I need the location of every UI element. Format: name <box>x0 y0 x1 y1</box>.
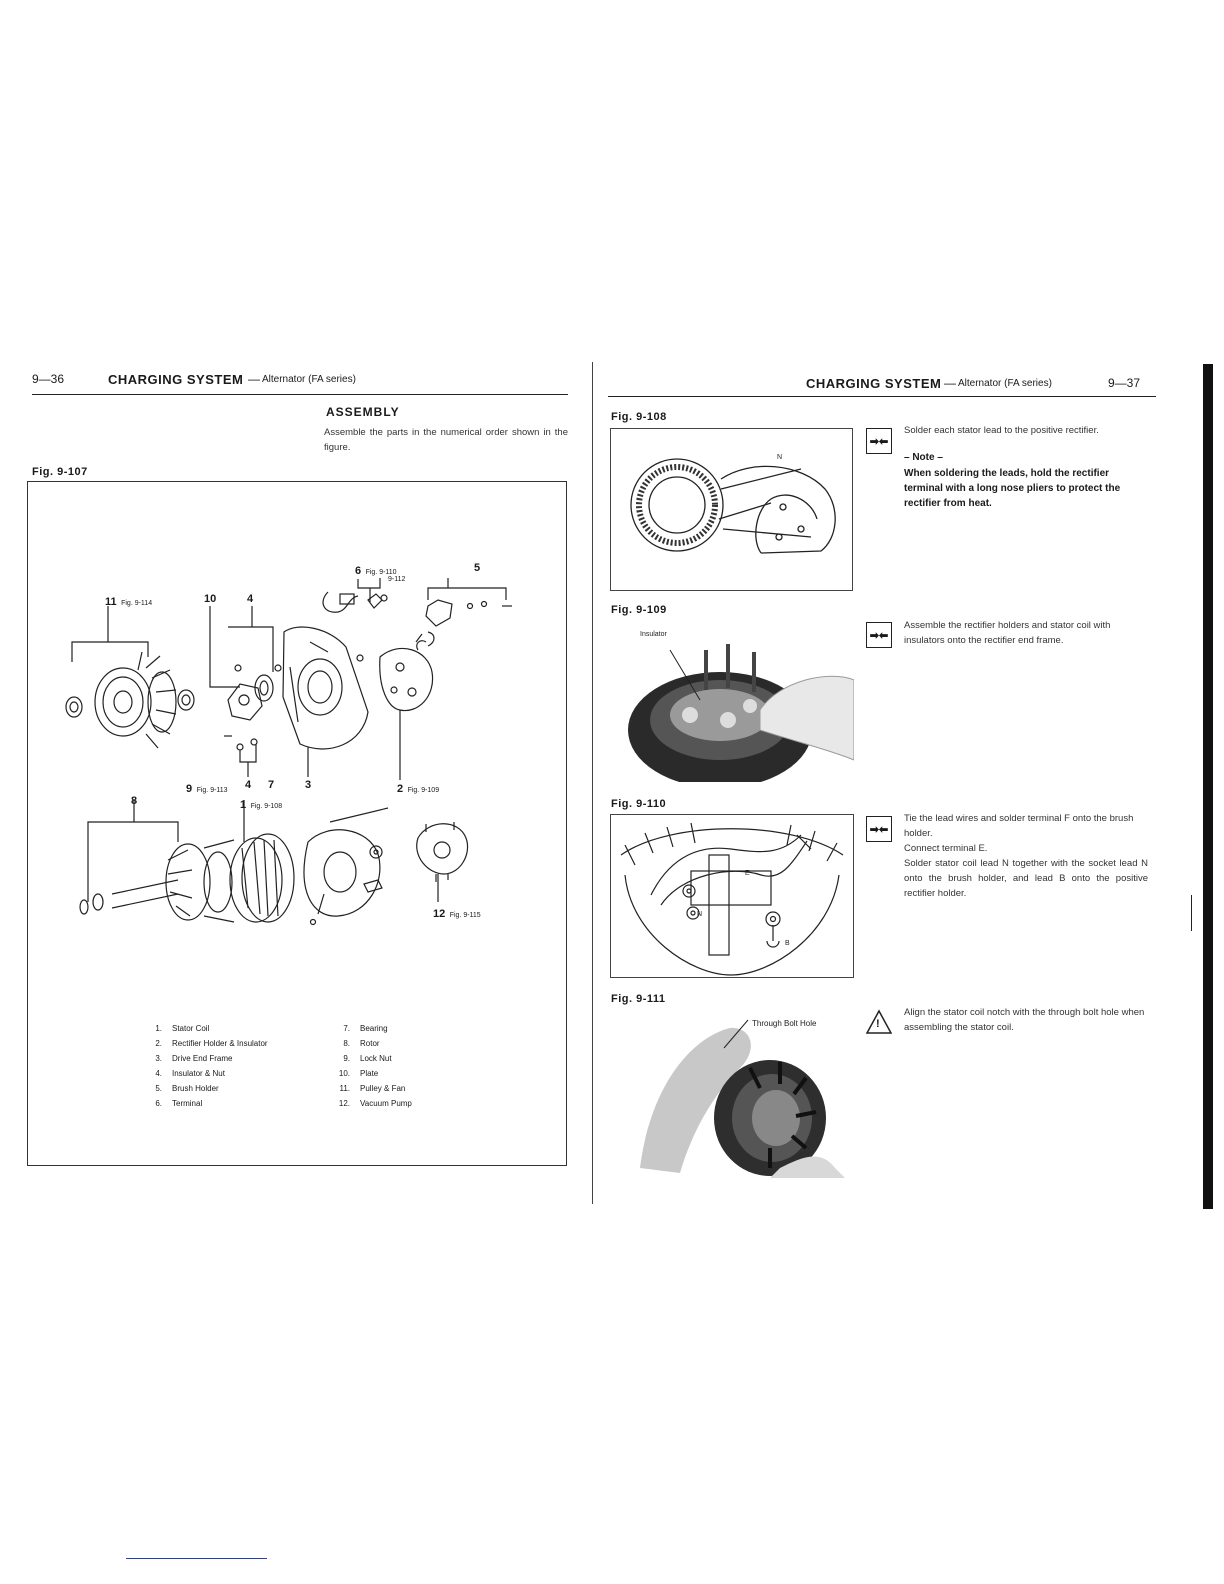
step-108-note-title: – Note – <box>904 452 943 463</box>
page-gutter-line <box>592 362 593 1204</box>
step-110-text <box>904 811 1148 901</box>
callout-2: 2 Fig. 9-109 <box>397 783 440 795</box>
legend-item: 10. Plate <box>338 1069 379 1078</box>
fig-9-109-label: Fig. 9-109 <box>611 604 667 616</box>
step-110-line: Connect terminal E. <box>904 843 988 854</box>
step-108-text: Solder each stator lead to the positive rectifier. <box>904 425 1099 436</box>
step-109-text: Assemble the rectifier holders and stator coil with insulators onto the rectifier end frame. <box>904 620 1111 646</box>
right-page-header <box>608 376 1156 397</box>
right-page-number: 9—37 <box>1108 376 1141 390</box>
right-edge-bar <box>1203 364 1213 1209</box>
step-110-line: Tie the lead wires and solder terminal F onto the brush holder. <box>904 813 1134 839</box>
step-111-text: Align the stator coil notch with the through bolt hole when assembling the stator coil. <box>904 1007 1145 1033</box>
legend-item: 8. Rotor <box>343 1039 380 1048</box>
legend-item: 2. Rectifier Holder & Insulator <box>155 1039 268 1048</box>
callout-4-bottom: 4 <box>245 779 252 791</box>
callout-12: 12 Fig. 9-115 <box>433 908 481 920</box>
fig-9-109-photo <box>610 620 854 782</box>
callout-6: 6 Fig. 9-110 <box>355 565 397 577</box>
assembly-heading: ASSEMBLY <box>326 405 400 419</box>
left-header-title: CHARGING SYSTEM <box>108 372 244 387</box>
fig-9-108-label: Fig. 9-108 <box>611 411 667 423</box>
callout-7: 7 <box>268 779 275 791</box>
fig-9-110-label: Fig. 9-110 <box>611 798 667 810</box>
callout-11: 11 Fig. 9-114 <box>105 596 153 608</box>
scan-mark <box>1191 895 1192 931</box>
left-page-header <box>32 372 568 395</box>
left-header-subtitle: Alternator (FA series) <box>262 374 356 385</box>
assemble-arrows-icon: ➡⬅ <box>866 428 892 454</box>
callout-1: 1 Fig. 9-108 <box>240 799 283 811</box>
assemble-arrows-icon: ➡⬅ <box>866 816 892 842</box>
stator-rectifier-drawing <box>611 429 852 590</box>
legend-item: 11. Pulley & Fan <box>339 1084 406 1093</box>
left-header-dash: — <box>248 372 260 386</box>
fig-9-108-frame <box>610 428 853 591</box>
callout-6-alt-ref: 9-112 <box>388 576 406 583</box>
legend-item: 3. Drive End Frame <box>155 1054 233 1063</box>
callout-10: 10 <box>204 593 217 605</box>
right-header-title: CHARGING SYSTEM <box>806 376 942 391</box>
parts-legend-right <box>328 1021 488 1111</box>
legend-item: 7. Bearing <box>343 1024 388 1033</box>
legend-item: 12. Vacuum Pump <box>338 1099 412 1108</box>
footnote-rule <box>126 1558 267 1559</box>
legend-item: 5. Brush Holder <box>155 1084 219 1093</box>
legend-item: 4. Insulator & Nut <box>155 1069 225 1078</box>
fig-9-107-label: Fig. 9-107 <box>32 466 88 478</box>
fig-9-108-label-n: N <box>777 454 783 461</box>
fig-9-111-photo <box>620 1008 845 1178</box>
warning-triangle-icon <box>866 1009 892 1035</box>
warning-mark: ! <box>876 1018 880 1030</box>
right-header-dash: — <box>944 376 956 390</box>
callout-9: 9 Fig. 9-113 <box>186 783 228 795</box>
legend-item: 9. Lock Nut <box>343 1054 392 1063</box>
rectifier-insulator-photo <box>610 620 854 782</box>
fig-9-109-label-insulator: Insulator <box>640 631 667 638</box>
stator-alignment-photo <box>620 1008 845 1178</box>
fig-9-110-label-e: E <box>745 870 750 877</box>
parts-legend-left <box>140 1021 320 1111</box>
step-110-line: Solder stator coil lead N together with the socket lead N onto the brush holder, and lead B onto the positive rectifier holder. <box>904 858 1148 899</box>
assemble-arrows-icon: ➡⬅ <box>866 622 892 648</box>
step-108-note-text: When soldering the leads, hold the rectifier terminal with a long nose pliers to protect the rectifier from heat. <box>904 468 1121 509</box>
left-page-number: 9—36 <box>32 372 65 386</box>
legend-item: 6. Terminal <box>155 1099 203 1108</box>
callout-3: 3 <box>305 779 312 791</box>
fig-9-111-label: Fig. 9-111 <box>611 993 666 1005</box>
assembly-intro: Assemble the parts in the numerical order shown in the figure. <box>324 427 568 453</box>
right-header-subtitle: Alternator (FA series) <box>958 378 1052 389</box>
fig-9-110-label-b: B <box>785 940 790 947</box>
callout-8: 8 <box>131 795 138 807</box>
callout-4-top: 4 <box>247 593 254 605</box>
callout-5: 5 <box>474 562 481 574</box>
alternator-exploded-drawing <box>28 482 566 1002</box>
fig-9-111-label-through-bolt-hole: Through Bolt Hole <box>752 1019 817 1028</box>
fig-9-110-frame <box>610 814 854 978</box>
fig-9-110-label-n: N <box>697 911 703 918</box>
brush-holder-wiring-drawing <box>611 815 853 977</box>
legend-item: 1. Stator Coil <box>155 1024 210 1033</box>
